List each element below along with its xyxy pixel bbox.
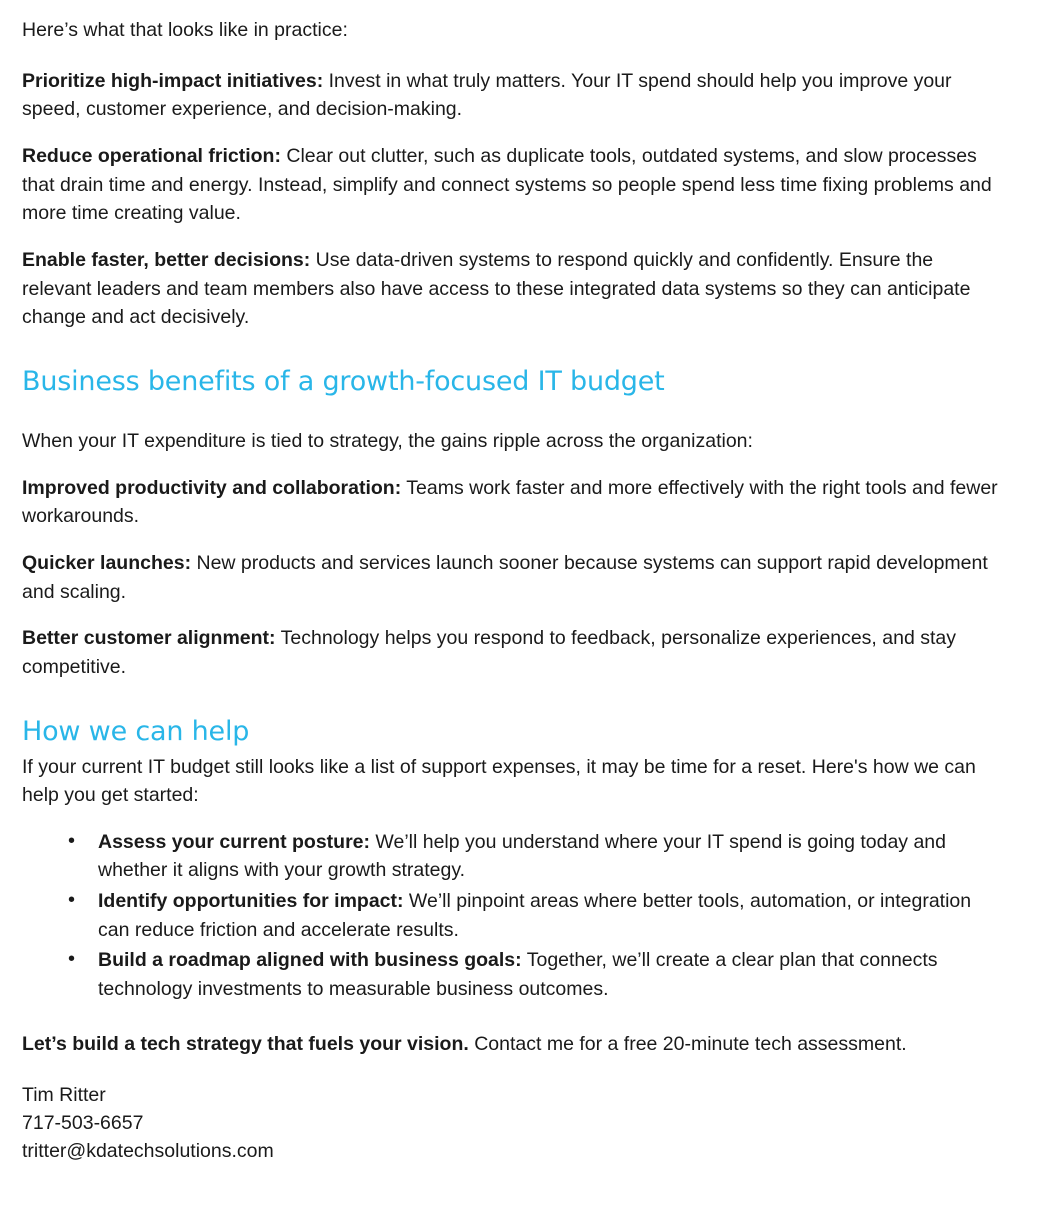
benefit-3-text: Technology helps you respond to feedback, personalize experiences, and stay competitive.: [22, 627, 956, 678]
benefits-heading: Business benefits of a growth-focused IT budget: [22, 365, 665, 397]
practice-point-3: [22, 246, 1004, 332]
benefit-2-lead: Quicker launches:: [22, 551, 192, 574]
practice-point-1-text: Invest in what truly matters. Your IT spend should help you improve your speed, customer experience, and decision-making.: [22, 69, 952, 121]
help-bullet-2-lead: Identify opportunities for impact:: [98, 890, 404, 913]
help-intro: If your current IT budget still looks like a list of support expenses, it may be time for a reset. Here's how we can help you get started:: [22, 755, 976, 807]
signature-block: [22, 1082, 1004, 1165]
benefit-1-lead: Improved productivity and collaboration:: [22, 476, 402, 499]
list-item: [98, 887, 1004, 944]
practice-point-3-lead: Enable faster, better decisions:: [22, 248, 311, 271]
help-bullet-3-lead: Build a roadmap aligned with business goals:: [98, 949, 522, 972]
closing-text: Contact me for a free 20-minute tech assessment.: [468, 1032, 907, 1055]
list-item: [98, 828, 1004, 885]
signature-email: tritter@kdatechsolutions.com: [22, 1139, 274, 1162]
intro-paragraph: Here’s what that looks like in practice:: [22, 19, 348, 41]
practice-point-1: [22, 67, 1004, 124]
help-bullet-list: [22, 828, 1004, 1004]
closing-call-to-action: [22, 1030, 1004, 1059]
practice-point-3-text: Use data-driven systems to respond quickly and confidently. Ensure the relevant leaders and team members also have access to these integrated data systems so they can anticipate change and act decisively.: [22, 248, 971, 329]
benefit-2-text: New products and services launch sooner because systems can support rapid development and scaling.: [22, 551, 988, 603]
benefit-3: [22, 624, 1004, 681]
benefits-intro: When your IT expenditure is tied to strategy, the gains ripple across the organization:: [22, 429, 753, 452]
benefit-1-text: Teams work faster and more effectively with the right tools and fewer workarounds.: [22, 476, 998, 528]
signature-name: Tim Ritter: [22, 1084, 106, 1107]
closing-lead: Let’s build a tech strategy that fuels your vision.: [22, 1032, 469, 1055]
benefit-3-lead: Better customer alignment:: [22, 627, 276, 650]
practice-point-2: [22, 142, 1004, 228]
practice-point-2-lead: Reduce operational friction:: [22, 144, 281, 167]
help-bullet-1-text: We’ll help you understand where your IT spend is going today and whether it aligns with your growth strategy.: [98, 830, 946, 882]
help-heading: How we can help: [22, 715, 250, 747]
benefit-2: [22, 549, 1004, 606]
practice-point-1-lead: Prioritize high-impact initiatives:: [22, 69, 324, 92]
help-bullet-2-text: We’ll pinpoint areas where better tools, automation, or integration can reduce friction and accelerate results.: [98, 890, 972, 941]
practice-point-2-text: Clear out clutter, such as duplicate tools, outdated systems, and slow processes that drain time and energy. Instead, simplify and connect systems so people spend less time fixing problems and more time creating value.: [22, 144, 992, 225]
signature-phone: 717-503-6657: [22, 1112, 144, 1135]
benefit-1: [22, 474, 1004, 531]
help-bullet-1-lead: Assess your current posture:: [98, 830, 371, 853]
help-bullet-3-text: Together, we’ll create a clear plan that connects technology investments to measurable business outcomes.: [98, 949, 938, 1001]
list-item: [98, 946, 1004, 1003]
